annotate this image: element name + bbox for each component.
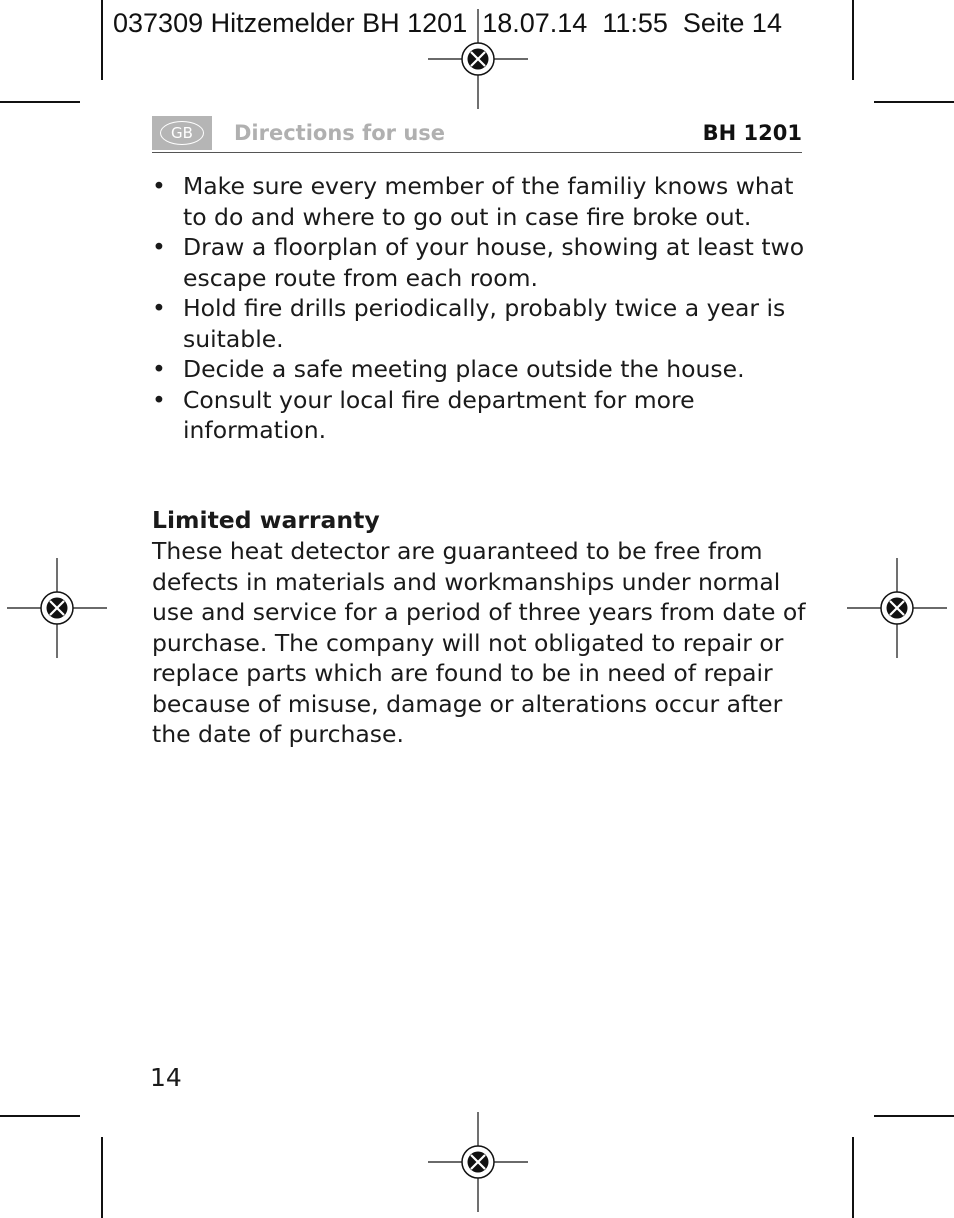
crop-mark-bottom-right-vertical (852, 1137, 854, 1218)
bullet-icon: • (152, 294, 166, 322)
running-header (152, 116, 802, 153)
language-badge (152, 116, 212, 150)
list-item-text: Decide a safe meeting place outside the house. (183, 355, 745, 383)
list-item (152, 385, 812, 446)
bullet-icon: • (152, 172, 166, 200)
list-item-text: Draw a floorplan of your house, showing at least two escape route from each room. (183, 233, 805, 292)
model-number: BH 1201 (702, 121, 802, 145)
list-item (152, 293, 812, 354)
crop-mark-top-right-vertical (852, 0, 854, 80)
bullet-icon: • (152, 233, 166, 261)
page-number: 14 (150, 1063, 182, 1092)
crop-mark-top-left-vertical (101, 0, 103, 80)
crop-mark-bottom-left-horizontal (0, 1115, 80, 1117)
language-badge-label: GB (160, 121, 204, 145)
crop-mark-top-left-horizontal (0, 101, 80, 103)
crop-mark-bottom-right-horizontal (874, 1115, 954, 1117)
list-item-text: Make sure every member of the familiy knows what to do and where to go out in case fire broke out. (183, 172, 794, 231)
header-title: Directions for use (234, 121, 446, 145)
list-item (152, 354, 812, 385)
list-item-text: Hold fire drills periodically, probably twice a year is suitable. (183, 294, 786, 353)
registration-mark-icon (7, 558, 107, 658)
list-item (152, 232, 812, 293)
safety-tips-list (152, 171, 812, 446)
print-slug-line: 037309 Hitzemelder BH 1201 18.07.14 11:55 Seite 14 (113, 8, 782, 38)
registration-mark-icon (428, 9, 528, 109)
list-item-text: Consult your local fire department for more information. (183, 385, 695, 444)
bullet-icon: • (152, 355, 166, 383)
bullet-icon: • (152, 385, 166, 414)
registration-mark-icon (847, 558, 947, 658)
list-item (152, 171, 812, 232)
warranty-heading: Limited warranty (152, 506, 380, 534)
crop-mark-bottom-left-vertical (101, 1137, 103, 1218)
registration-mark-icon (428, 1112, 528, 1212)
crop-mark-top-right-horizontal (874, 101, 954, 103)
warranty-body: These heat detector are guaranteed to be free from defects in materials and workmanships under normal use and service for a period of three years from date of purchase. The company will not obligated to repair or replace parts which are found to be in need of repair because of misuse, damage or alterations occur after the date of purchase. (152, 537, 806, 748)
